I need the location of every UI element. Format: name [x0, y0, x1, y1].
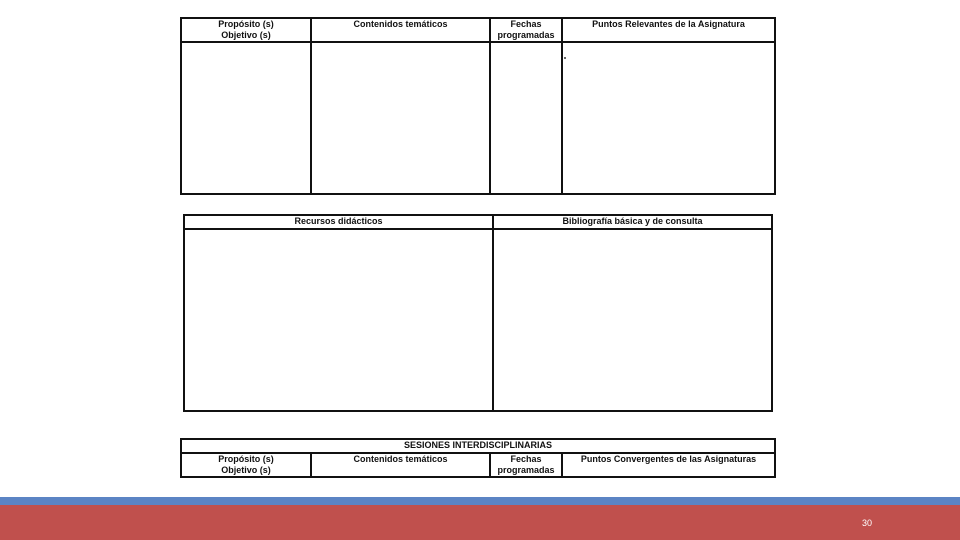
dates-cell[interactable]	[490, 42, 562, 194]
purpose-header: Propósito (s) Objetivo (s)	[181, 18, 311, 42]
stray-dot	[564, 57, 566, 59]
interdisciplinary-title: SESIONES INTERDISCIPLINARIAS	[181, 439, 775, 453]
resources-body-row	[184, 229, 772, 411]
interdisciplinary-header-row	[181, 453, 775, 477]
purpose-cell[interactable]	[181, 42, 311, 194]
resources-header: Recursos didácticos	[184, 215, 493, 229]
footer-red-bar	[0, 505, 960, 540]
relevant-points-cell[interactable]	[562, 42, 775, 194]
interdisciplinary-title-row	[181, 439, 775, 453]
page-number: 30	[862, 518, 873, 528]
footer-blue-bar	[0, 497, 960, 505]
planning-header-row	[181, 18, 775, 42]
relevant-points-header: Puntos Relevantes de la Asignatura	[562, 18, 775, 42]
interdisciplinary-table	[180, 438, 776, 478]
resources-table	[183, 214, 773, 412]
contents-cell[interactable]	[311, 42, 490, 194]
purpose-header-2: Propósito (s) Objetivo (s)	[181, 453, 311, 477]
planning-body-row	[181, 42, 775, 194]
planning-table	[180, 17, 776, 195]
resources-cell[interactable]	[184, 229, 493, 411]
dates-header: Fechas programadas	[490, 18, 562, 42]
contents-header-2: Contenidos temáticos	[311, 453, 490, 477]
contents-header: Contenidos temáticos	[311, 18, 490, 42]
bibliography-header: Bibliografía básica y de consulta	[493, 215, 772, 229]
resources-header-row	[184, 215, 772, 229]
bibliography-cell[interactable]	[493, 229, 772, 411]
convergent-points-header: Puntos Convergentes de las Asignaturas	[562, 453, 775, 477]
dates-header-2: Fechas programadas	[490, 453, 562, 477]
